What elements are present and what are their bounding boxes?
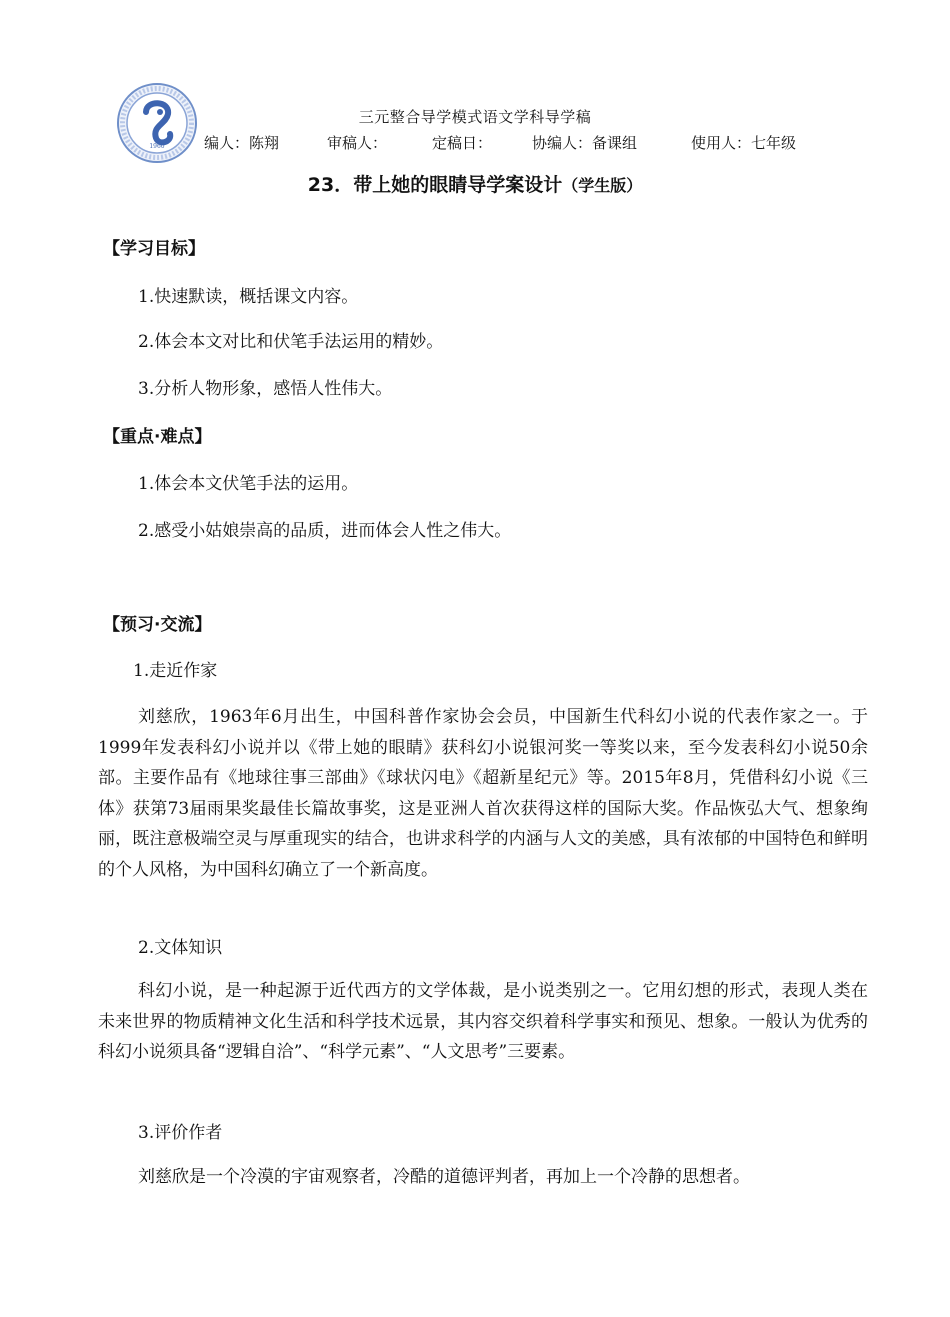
meta-editor: 编人：陈翔 <box>204 134 280 152</box>
section-heading-preview: 【预习·交流】 <box>103 615 212 635</box>
meta-co-editor: 协编人：备课组 <box>532 134 638 152</box>
document-title-main: 23．带上她的眼睛导学案设计 <box>307 174 563 196</box>
paragraph-genre: 科幻小说，是一种起源于近代西方的文学体裁，是小说类别之一。它用幻想的形式，表现人类在未来世界的物质精神文化生活和科学技术远景，其内容交织着科学事实和预见、想象。一般认为优秀的科幻小说须具备“逻辑自洽”、“科学元素”、“人文思考”三要素。 <box>98 981 868 1062</box>
subheading-evaluation: 3.评价作者 <box>138 1123 223 1143</box>
document-title <box>0 170 950 197</box>
subheading-author: 1.走近作家 <box>133 661 218 681</box>
subheading-genre: 2.文体知识 <box>138 938 223 958</box>
meta-reviewer: 审稿人： <box>327 134 388 152</box>
meta-final-date: 定稿日： <box>432 134 493 152</box>
goal-item: 3.分析人物形象，感悟人性伟大。 <box>138 379 393 399</box>
logo-year: 1960 <box>149 143 165 150</box>
key-point-item: 2.感受小姑娘崇高的品质，进而体会人性之伟大。 <box>138 521 512 541</box>
section-heading-key-points: 【重点·难点】 <box>103 427 212 447</box>
goal-item: 1.快速默读，概括课文内容。 <box>138 287 359 307</box>
section-heading-goals: 【学习目标】 <box>103 239 205 259</box>
paragraph-author-intro: 刘慈欣，1963年6月出生，中国科普作家协会会员，中国新生代科幻小说的代表作家之一。于1999年发表科幻小说并以《带上她的眼睛》获科幻小说银河奖一等奖以来，至今发表科幻小说50余部。主要作品有《地球往事三部曲》《球状闪电》《超新星纪元》等。2015年8月，凭借科幻小说《三体》获第73届雨果奖最佳长篇故事奖，这是亚洲人首次获得这样的国际大奖。作品恢弘大气、想象绚丽，既注意极端空灵与厚重现实的结合，也讲求科学的内涵与人文的美感，具有浓郁的中国特色和鲜明的个人风格，为中国科幻确立了一个新高度。 <box>98 707 868 880</box>
key-point-item: 1.体会本文伏笔手法的运用。 <box>138 474 359 494</box>
document-title-sub: （学生版） <box>562 176 643 195</box>
header-meta <box>204 132 796 153</box>
paragraph-evaluation: 刘慈欣是一个冷漠的宇宙观察者，冷酷的道德评判者，再加上一个冷静的思想者。 <box>138 1167 750 1187</box>
goal-item: 2.体会本文对比和伏笔手法运用的精妙。 <box>138 332 444 352</box>
header-title: 三元整合导学模式语文学科导学稿 <box>358 108 592 126</box>
meta-user: 使用人：七年级 <box>691 134 797 152</box>
